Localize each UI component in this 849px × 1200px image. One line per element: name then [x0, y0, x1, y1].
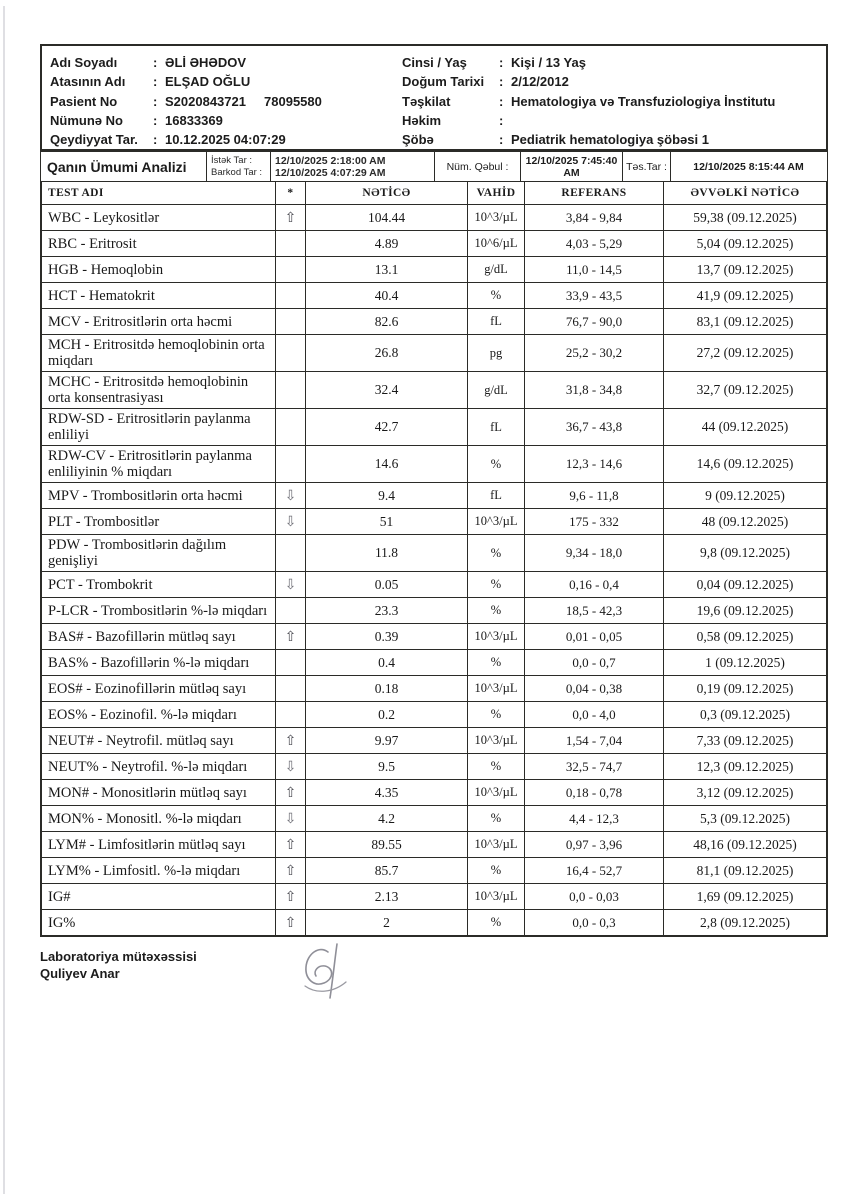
istek-tar-date: 12/10/2025 2:18:00 AM — [275, 154, 386, 167]
previous-result: 14,6 (09.12.2025) — [696, 456, 794, 471]
unit-value: 10^3/µL — [468, 780, 525, 805]
patient-field-label: Pasient No — [50, 93, 118, 109]
result-value: 82.6 — [306, 309, 468, 334]
result-value: 13.1 — [306, 257, 468, 282]
flag-cell — [276, 231, 306, 256]
table-row — [42, 257, 826, 283]
patient-field — [402, 111, 826, 130]
up-arrow-icon: ⇧ — [276, 205, 306, 230]
down-arrow-icon: ⇩ — [276, 509, 306, 534]
reference-range: 0,18 - 0,78 — [525, 780, 664, 805]
patient-field-value: S2020843721 78095580 — [165, 93, 322, 109]
result-value: 32.4 — [306, 372, 468, 408]
reference-range: 1,54 - 7,04 — [525, 728, 664, 753]
unit-value: % — [468, 650, 525, 675]
test-name: NEUT% - Neytrofil. %-lə miqdarı — [42, 754, 276, 779]
unit-value: fL — [468, 483, 525, 508]
flag-cell — [276, 676, 306, 701]
reference-range: 25,2 - 30,2 — [525, 335, 664, 371]
down-arrow-icon: ⇩ — [276, 483, 306, 508]
previous-result: 83,1 (09.12.2025) — [696, 313, 794, 329]
previous-result: 0,04 (09.12.2025) — [696, 576, 794, 592]
patient-field-value: Pediatrik hematologiya şöbəsi 1 — [511, 131, 709, 147]
test-name: IG# — [42, 884, 276, 909]
patient-field-value: ƏLİ ƏHƏDOV — [165, 55, 247, 71]
result-value: 0.18 — [306, 676, 468, 701]
reference-range: 0,01 - 0,05 — [525, 624, 664, 649]
patient-field-colon: : — [499, 74, 504, 90]
patient-field — [50, 111, 402, 130]
result-value: 2.13 — [306, 884, 468, 909]
test-name: BAS% - Bazofillərin %-lə miqdarı — [42, 650, 276, 675]
unit-value: % — [468, 535, 525, 571]
result-value: 51 — [306, 509, 468, 534]
patient-field-colon: : — [153, 55, 158, 71]
unit-value: % — [468, 754, 525, 779]
test-name: PLT - Trombositlər — [42, 509, 276, 534]
previous-result: 2,8 (09.12.2025) — [700, 914, 790, 930]
table-row — [42, 309, 826, 335]
test-name: HCT - Hematokrit — [42, 283, 276, 308]
table-row — [42, 702, 826, 728]
previous-result: 5,3 (09.12.2025) — [700, 810, 790, 826]
reference-range: 16,4 - 52,7 — [525, 858, 664, 883]
up-arrow-icon: ⇧ — [276, 624, 306, 649]
test-name: EOS% - Eozinofil. %-lə miqdarı — [42, 702, 276, 727]
table-row — [42, 832, 826, 858]
result-value: 4.2 — [306, 806, 468, 831]
up-arrow-icon: ⇧ — [276, 728, 306, 753]
patient-field-colon: : — [499, 93, 504, 109]
unit-value: % — [468, 702, 525, 727]
result-value: 42.7 — [306, 409, 468, 445]
unit-value: % — [468, 910, 525, 935]
scan-edge-artifact — [3, 6, 5, 1194]
test-name: PCT - Trombokrit — [42, 572, 276, 597]
reference-range: 0,97 - 3,96 — [525, 832, 664, 857]
patient-field-colon: : — [499, 131, 504, 147]
unit-value: % — [468, 806, 525, 831]
test-name: LYM# - Limfositlərin mütləq sayı — [42, 832, 276, 857]
patient-field — [402, 91, 826, 110]
lab-specialist-name: Quliyev Anar — [40, 966, 120, 981]
result-value: 23.3 — [306, 598, 468, 623]
flag-cell — [276, 650, 306, 675]
patient-field-label: Doğum Tarixi — [402, 74, 485, 90]
patient-field-label: Şöbə — [402, 131, 434, 147]
table-row — [42, 728, 826, 754]
flag-cell — [276, 283, 306, 308]
table-row — [42, 535, 826, 572]
patient-field-value: 2/12/2012 — [511, 74, 569, 90]
unit-value: g/dL — [468, 257, 525, 282]
flag-cell — [276, 309, 306, 334]
reference-range: 18,5 - 42,3 — [525, 598, 664, 623]
patient-field — [50, 53, 402, 72]
flag-cell — [276, 598, 306, 623]
patient-field — [402, 130, 826, 149]
unit-value: 10^3/µL — [468, 832, 525, 857]
lab-specialist-title: Laboratoriya mütəxəssisi — [40, 949, 197, 964]
down-arrow-icon: ⇩ — [276, 572, 306, 597]
reference-range: 0,0 - 4,0 — [525, 702, 664, 727]
result-value: 85.7 — [306, 858, 468, 883]
previous-result: 59,38 (09.12.2025) — [693, 209, 797, 225]
istek-tar-label: İstək Tar : — [211, 154, 253, 166]
reference-range: 4,4 - 12,3 — [525, 806, 664, 831]
test-name: MCH - Eritrositdə hemoqlobinin orta miqdarı — [42, 335, 276, 371]
num-qebul-date: 12/10/2025 7:45:40 AM — [521, 152, 623, 181]
reference-range: 31,8 - 34,8 — [525, 372, 664, 408]
down-arrow-icon: ⇩ — [276, 754, 306, 779]
results-table-header — [42, 182, 826, 205]
result-value: 0.2 — [306, 702, 468, 727]
panel-band — [40, 151, 828, 182]
unit-value: pg — [468, 335, 525, 371]
result-value: 2 — [306, 910, 468, 935]
patient-field-colon: : — [153, 93, 158, 109]
table-row — [42, 446, 826, 483]
panel-title: Qanın Ümumi Analizi — [47, 158, 187, 175]
unit-value: % — [468, 283, 525, 308]
previous-result: 48 (09.12.2025) — [701, 513, 789, 529]
previous-result: 41,9 (09.12.2025) — [696, 287, 794, 303]
patient-field-colon: : — [153, 131, 158, 147]
patient-field-label: Təşkilat — [402, 93, 451, 109]
unit-value: % — [468, 598, 525, 623]
previous-result: 9 (09.12.2025) — [705, 487, 785, 503]
result-value: 11.8 — [306, 535, 468, 571]
flag-cell — [276, 257, 306, 282]
result-value: 40.4 — [306, 283, 468, 308]
table-row — [42, 205, 826, 231]
result-value: 9.97 — [306, 728, 468, 753]
header-vahid: VAHİD — [468, 182, 525, 204]
patient-field-label: Nümunə No — [50, 112, 123, 128]
result-value: 14.6 — [306, 446, 468, 482]
table-row — [42, 598, 826, 624]
table-row — [42, 483, 826, 509]
reference-range: 3,84 - 9,84 — [525, 205, 664, 230]
previous-result: 1,69 (09.12.2025) — [696, 888, 794, 904]
patient-field-colon: : — [153, 74, 158, 90]
panel-title-cell — [41, 152, 207, 181]
unit-value: 10^3/µL — [468, 509, 525, 534]
unit-value: 10^3/µL — [468, 884, 525, 909]
header-referans: REFERANS — [525, 182, 664, 204]
table-row — [42, 572, 826, 598]
flag-cell — [276, 702, 306, 727]
result-value: 0.4 — [306, 650, 468, 675]
flag-cell — [276, 372, 306, 408]
test-name: RBC - Eritrosit — [42, 231, 276, 256]
patient-field — [402, 53, 826, 72]
result-value: 9.5 — [306, 754, 468, 779]
test-name: P-LCR - Trombositlərin %-lə miqdarı — [42, 598, 276, 623]
request-barcode-labels — [207, 152, 271, 181]
patient-info-box — [40, 44, 828, 151]
test-name: RDW-CV - Eritrositlərin paylanma enliliyinin % miqdarı — [42, 446, 276, 482]
test-name: EOS# - Eozinofillərin mütləq sayı — [42, 676, 276, 701]
header-test-adi: TEST ADI — [42, 182, 276, 204]
unit-value: % — [468, 572, 525, 597]
result-value: 4.35 — [306, 780, 468, 805]
test-name: MPV - Trombositlərin orta həcmi — [42, 483, 276, 508]
reference-range: 4,03 - 5,29 — [525, 231, 664, 256]
down-arrow-icon: ⇩ — [276, 806, 306, 831]
test-name: HGB - Hemoqlobin — [42, 257, 276, 282]
reference-range: 9,34 - 18,0 — [525, 535, 664, 571]
previous-result: 19,6 (09.12.2025) — [696, 602, 794, 618]
flag-cell — [276, 446, 306, 482]
reference-range: 36,7 - 43,8 — [525, 409, 664, 445]
test-name: BAS# - Bazofillərin mütləq sayı — [42, 624, 276, 649]
reference-range: 0,04 - 0,38 — [525, 676, 664, 701]
test-name: LYM% - Limfositl. %-lə miqdarı — [42, 858, 276, 883]
previous-result: 9,8 (09.12.2025) — [700, 545, 790, 560]
previous-result: 0,19 (09.12.2025) — [696, 680, 794, 696]
up-arrow-icon: ⇧ — [276, 910, 306, 935]
test-name: WBC - Leykositlər — [42, 205, 276, 230]
test-name: MCHC - Eritrositdə hemoqlobinin orta konsentrasiyası — [42, 372, 276, 408]
signature-scribble-icon — [292, 942, 358, 1002]
patient-fields-left — [50, 53, 402, 149]
result-value: 4.89 — [306, 231, 468, 256]
table-row — [42, 231, 826, 257]
up-arrow-icon: ⇧ — [276, 832, 306, 857]
previous-result: 81,1 (09.12.2025) — [696, 862, 794, 878]
barkod-tar-date: 12/10/2025 4:07:29 AM — [275, 166, 386, 179]
reference-range: 0,0 - 0,7 — [525, 650, 664, 675]
unit-value: 10^3/µL — [468, 728, 525, 753]
unit-value: fL — [468, 309, 525, 334]
barkod-tar-label: Barkod Tar : — [211, 166, 263, 178]
header-flag: * — [276, 182, 306, 204]
patient-field-colon: : — [499, 112, 504, 128]
header-netice: NƏTİCƏ — [306, 182, 468, 204]
test-name: RDW-SD - Eritrositlərin paylanma enliliyi — [42, 409, 276, 445]
previous-result: 13,7 (09.12.2025) — [696, 261, 794, 277]
patient-field-value: 10.12.2025 04:07:29 — [165, 131, 286, 147]
results-table — [40, 182, 828, 937]
result-value: 9.4 — [306, 483, 468, 508]
table-row — [42, 780, 826, 806]
flag-cell — [276, 535, 306, 571]
table-row — [42, 858, 826, 884]
table-row — [42, 884, 826, 910]
unit-value: 10^3/µL — [468, 676, 525, 701]
previous-result: 3,12 (09.12.2025) — [696, 784, 794, 800]
result-value: 0.05 — [306, 572, 468, 597]
tes-tar-date: 12/10/2025 8:15:44 AM — [693, 160, 804, 173]
table-row — [42, 283, 826, 309]
patient-field-value: 16833369 — [165, 112, 223, 128]
table-row — [42, 650, 826, 676]
patient-field-label: Adı Soyadı — [50, 55, 118, 71]
patient-field-value: Kişi / 13 Yaş — [511, 55, 586, 71]
patient-field — [50, 91, 402, 110]
test-name: MON# - Monositlərin mütləq sayı — [42, 780, 276, 805]
previous-result: 32,7 (09.12.2025) — [696, 382, 794, 397]
test-name: MCV - Eritrositlərin orta həcmi — [42, 309, 276, 334]
lab-report — [40, 44, 828, 1002]
result-value: 104.44 — [306, 205, 468, 230]
num-qebul-label: Nüm. Qəbul : — [435, 152, 521, 181]
table-row — [42, 624, 826, 650]
unit-value: 10^3/µL — [468, 624, 525, 649]
result-value: 0.39 — [306, 624, 468, 649]
previous-result: 48,16 (09.12.2025) — [693, 836, 797, 852]
patient-field — [50, 72, 402, 91]
reference-range: 175 - 332 — [525, 509, 664, 534]
reference-range: 0,0 - 0,3 — [525, 910, 664, 935]
test-name: MON% - Monositl. %-lə miqdarı — [42, 806, 276, 831]
table-row — [42, 509, 826, 535]
unit-value: % — [468, 446, 525, 482]
patient-field-value: Hematologiya və Transfuziologiya İnstitutu — [511, 93, 776, 109]
patient-field-value: ELŞAD OĞLU — [165, 74, 251, 90]
unit-value: % — [468, 858, 525, 883]
unit-value: fL — [468, 409, 525, 445]
table-row — [42, 372, 826, 409]
patient-field-label: Cinsi / Yaş — [402, 55, 467, 71]
up-arrow-icon: ⇧ — [276, 780, 306, 805]
previous-result: 0,58 (09.12.2025) — [696, 628, 794, 644]
header-evvelki-netice: ƏVVƏLKİ NƏTİCƏ — [690, 187, 800, 199]
test-name: PDW - Trombositlərin dağılım genişliyi — [42, 535, 276, 571]
up-arrow-icon: ⇧ — [276, 884, 306, 909]
unit-value: g/dL — [468, 372, 525, 408]
patient-fields-right — [402, 53, 826, 149]
request-barcode-dates — [271, 152, 435, 181]
report-footer — [40, 948, 828, 1002]
unit-value: 10^6/µL — [468, 231, 525, 256]
table-row — [42, 806, 826, 832]
patient-field-label: Həkim — [402, 112, 442, 128]
unit-value: 10^3/µL — [468, 205, 525, 230]
flag-cell — [276, 409, 306, 445]
up-arrow-icon: ⇧ — [276, 858, 306, 883]
previous-result: 44 (09.12.2025) — [701, 419, 789, 434]
test-name: IG% — [42, 910, 276, 935]
flag-cell — [276, 335, 306, 371]
result-value: 26.8 — [306, 335, 468, 371]
patient-field — [50, 130, 402, 149]
reference-range: 11,0 - 14,5 — [525, 257, 664, 282]
reference-range: 9,6 - 11,8 — [525, 483, 664, 508]
table-row — [42, 409, 826, 446]
patient-field — [402, 72, 826, 91]
reference-range: 33,9 - 43,5 — [525, 283, 664, 308]
results-rows — [42, 205, 826, 935]
test-name: NEUT# - Neytrofil. mütləq sayı — [42, 728, 276, 753]
reference-range: 12,3 - 14,6 — [525, 446, 664, 482]
previous-result: 0,3 (09.12.2025) — [700, 706, 790, 722]
patient-field-colon: : — [499, 55, 504, 71]
reference-range: 0,0 - 0,03 — [525, 884, 664, 909]
previous-result: 27,2 (09.12.2025) — [696, 345, 794, 360]
patient-field-colon: : — [153, 112, 158, 128]
previous-result: 12,3 (09.12.2025) — [696, 758, 794, 774]
table-row — [42, 910, 826, 935]
table-row — [42, 676, 826, 702]
previous-result: 1 (09.12.2025) — [705, 654, 785, 670]
reference-range: 32,5 - 74,7 — [525, 754, 664, 779]
patient-field-label: Qeydiyyat Tar. — [50, 131, 138, 147]
table-row — [42, 335, 826, 372]
previous-result: 5,04 (09.12.2025) — [696, 235, 794, 251]
table-row — [42, 754, 826, 780]
tes-tar-label: Təs.Tar : — [623, 152, 671, 181]
patient-field-label: Atasının Adı — [50, 74, 126, 90]
reference-range: 76,7 - 90,0 — [525, 309, 664, 334]
result-value: 89.55 — [306, 832, 468, 857]
reference-range: 0,16 - 0,4 — [525, 572, 664, 597]
previous-result: 7,33 (09.12.2025) — [696, 732, 794, 748]
